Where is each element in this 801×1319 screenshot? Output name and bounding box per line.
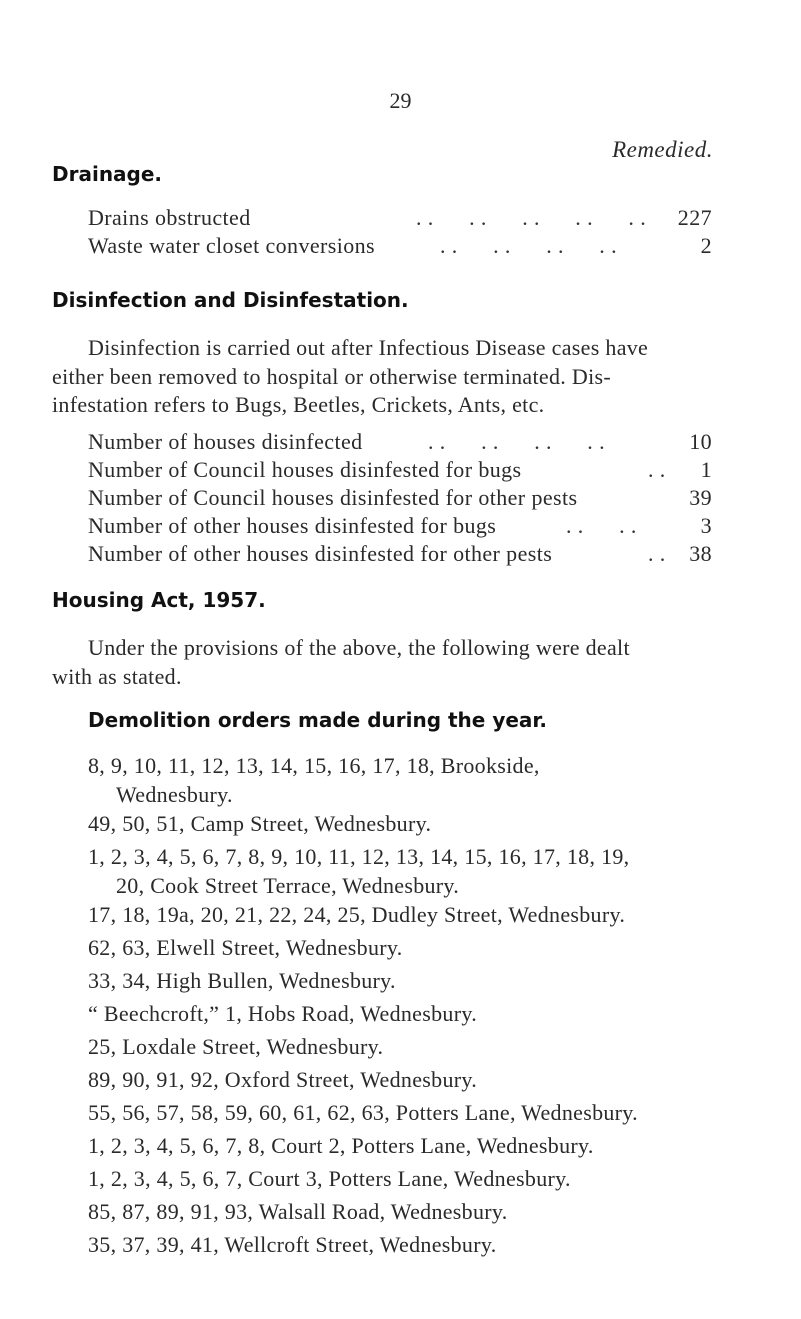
row-value: 10 [689,429,712,454]
drainage-heading: Drainage. [52,162,163,186]
housing-paragraph [52,634,712,691]
demolition-list-item [88,1198,712,1227]
demolition-list-item [88,901,712,930]
row-label: Waste water closet conversions [88,233,375,258]
disinfection-heading: Disinfection and Disinfestation. [52,288,409,312]
leader-dots: . . . . . . . . . . [416,205,647,230]
demolition-list-item [88,1132,712,1161]
demolition-list-item [88,934,712,963]
item-line: 1, 2, 3, 4, 5, 6, 7, 8, Court 2, Potters Lane, Wednesbury. [88,1133,594,1158]
leader-dots: . . . . . . . . [428,429,605,454]
leader-dots: . . . . . . . . [440,233,617,258]
demolition-list-item [88,1033,712,1062]
item-line: Wednesbury. [116,781,233,807]
row-value: 38 [689,541,712,566]
item-line: 33, 34, High Bullen, Wednesbury. [88,968,396,993]
row-label: Number of other houses disinfested for other pests [88,541,553,566]
item-line: 62, 63, Elwell Street, Wednesbury. [88,935,403,960]
row-label: Number of Council houses disinfested for bugs [88,457,522,482]
item-line: 20, Cook Street Terrace, Wednesbury. [116,872,460,898]
page-number: 29 [389,88,412,113]
item-line: 1, 2, 3, 4, 5, 6, 7, Court 3, Potters Lane, Wednesbury. [88,1166,571,1191]
row-value: 39 [689,485,712,510]
housing-heading: Housing Act, 1957. [52,588,266,612]
row-value: 1 [700,457,712,482]
paragraph-line: Under the provisions of the above, the following were dealt [88,635,630,660]
row-label: Number of houses disinfected [88,429,363,454]
leader-dots: . . [648,541,666,566]
row-value: 227 [677,205,712,230]
demolition-list-item [88,1165,712,1194]
item-line: 17, 18, 19a, 20, 21, 22, 24, 25, Dudley Street, Wednesbury. [88,902,626,927]
disinfection-row [88,484,712,512]
disinfection-row [88,456,712,484]
demolition-list-item [88,843,712,900]
item-line: 1, 2, 3, 4, 5, 6, 7, 8, 9, 10, 11, 12, 13, 14, 15, 16, 17, 18, 19, [88,844,630,869]
remedied-column-header: Remedied. [612,137,713,162]
item-line: 49, 50, 51, Camp Street, Wednesbury. [88,811,432,836]
item-line: 85, 87, 89, 91, 93, Walsall Road, Wednesbury. [88,1199,508,1224]
demolition-list-item [88,1066,712,1095]
demolition-list-item [88,752,712,809]
row-label: Number of other houses disinfested for bugs [88,513,497,538]
disinfection-row [88,540,712,568]
drainage-row [88,204,712,232]
disinfection-row [88,512,712,540]
demolition-list-item [88,1231,712,1260]
demolition-list-item [88,1099,712,1128]
leader-dots: . . [648,457,666,482]
row-value: 2 [700,233,712,258]
item-line: 89, 90, 91, 92, Oxford Street, Wednesbury. [88,1067,478,1092]
row-value: 3 [700,513,712,538]
item-line: 35, 37, 39, 41, Wellcroft Street, Wednesbury. [88,1232,497,1257]
paragraph-line: either been removed to hospital or otherwise terminated. Dis- [52,363,611,389]
paragraph-line: with as stated. [52,663,182,689]
row-label: Drains obstructed [88,205,251,230]
drainage-row [88,232,712,260]
item-line: 8, 9, 10, 11, 12, 13, 14, 15, 16, 17, 18, Brookside, [88,753,540,778]
demolition-list-item [88,1000,712,1029]
disinfection-paragraph [52,334,712,420]
row-label: Number of Council houses disinfested for other pests [88,485,578,510]
disinfection-row [88,428,712,456]
paragraph-line: Disinfection is carried out after Infectious Disease cases have [88,335,649,360]
demolition-list-item [88,810,712,839]
demolition-list-item [88,967,712,996]
demolition-heading: Demolition orders made during the year. [88,708,548,732]
item-line: 25, Loxdale Street, Wednesbury. [88,1034,384,1059]
paragraph-line: infestation refers to Bugs, Beetles, Crickets, Ants, etc. [52,392,545,417]
item-line: 55, 56, 57, 58, 59, 60, 61, 62, 63, Potters Lane, Wednesbury. [88,1100,638,1125]
leader-dots: . . . . [566,513,637,538]
item-line: “ Beechcroft,” 1, Hobs Road, Wednesbury. [88,1001,478,1026]
